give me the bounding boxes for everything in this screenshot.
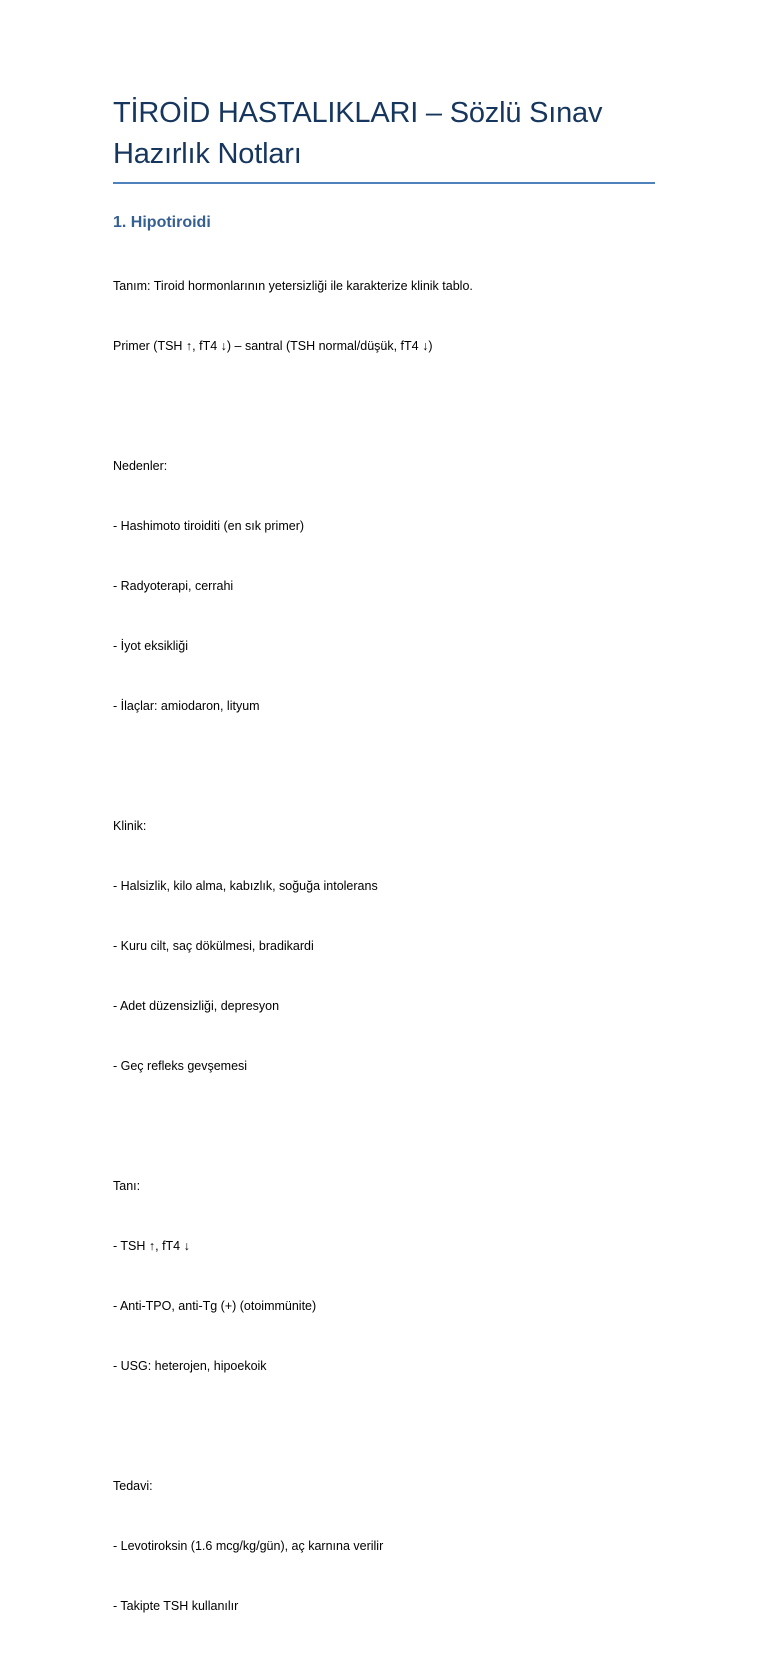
list-item: - Anti-TPO, anti-Tg (+) (otoimmünite) (113, 1299, 317, 1313)
list-item: - Radyoterapi, cerrahi (113, 579, 234, 593)
subheading-tani: Tanı: (113, 1179, 141, 1193)
list-item: - TSH ↑, fT4 ↓ (113, 1239, 190, 1253)
blank-line (113, 1116, 655, 1136)
classification-line: Primer (TSH ↑, fT4 ↓) – santral (TSH normal/düşük, fT4 ↓) (113, 339, 433, 353)
list-item: - Adet düzensizliği, depresyon (113, 999, 280, 1013)
list-item: - Takipte TSH kullanılır (113, 1599, 239, 1613)
title-underline (113, 182, 655, 184)
list-item: - İlaçlar: amiodaron, lityum (113, 699, 260, 713)
list-item: - Hashimoto tiroiditi (en sık primer) (113, 519, 305, 533)
section-heading-hipotiroidi: 1. Hipotiroidi (113, 214, 211, 231)
blank-line (113, 396, 655, 416)
document-title: TİROİD HASTALIKLARI – Sözlü Sınav Hazırlık Notları (113, 97, 603, 170)
subheading-klinik: Klinik: (113, 819, 147, 833)
section-body-hipotiroidi (113, 236, 655, 1656)
list-item: - Geç refleks gevşemesi (113, 1059, 248, 1073)
blank-line (113, 1416, 655, 1436)
list-item: - Kuru cilt, saç dökülmesi, bradikardi (113, 939, 314, 953)
list-item: - USG: heterojen, hipoekoik (113, 1359, 267, 1373)
list-item: - İyot eksikliği (113, 639, 189, 653)
definition-line: Tanım: Tiroid hormonlarının yetersizliği ile karakterize klinik tablo. (113, 279, 473, 293)
subheading-nedenler: Nedenler: (113, 459, 168, 473)
subheading-tedavi: Tedavi: (113, 1479, 153, 1493)
document-page (113, 0, 655, 1656)
list-item: - Levotiroksin (1.6 mcg/kg/gün), aç karnına verilir (113, 1539, 384, 1553)
blank-line (113, 756, 655, 776)
list-item: - Halsizlik, kilo alma, kabızlık, soğuğa intolerans (113, 879, 378, 893)
